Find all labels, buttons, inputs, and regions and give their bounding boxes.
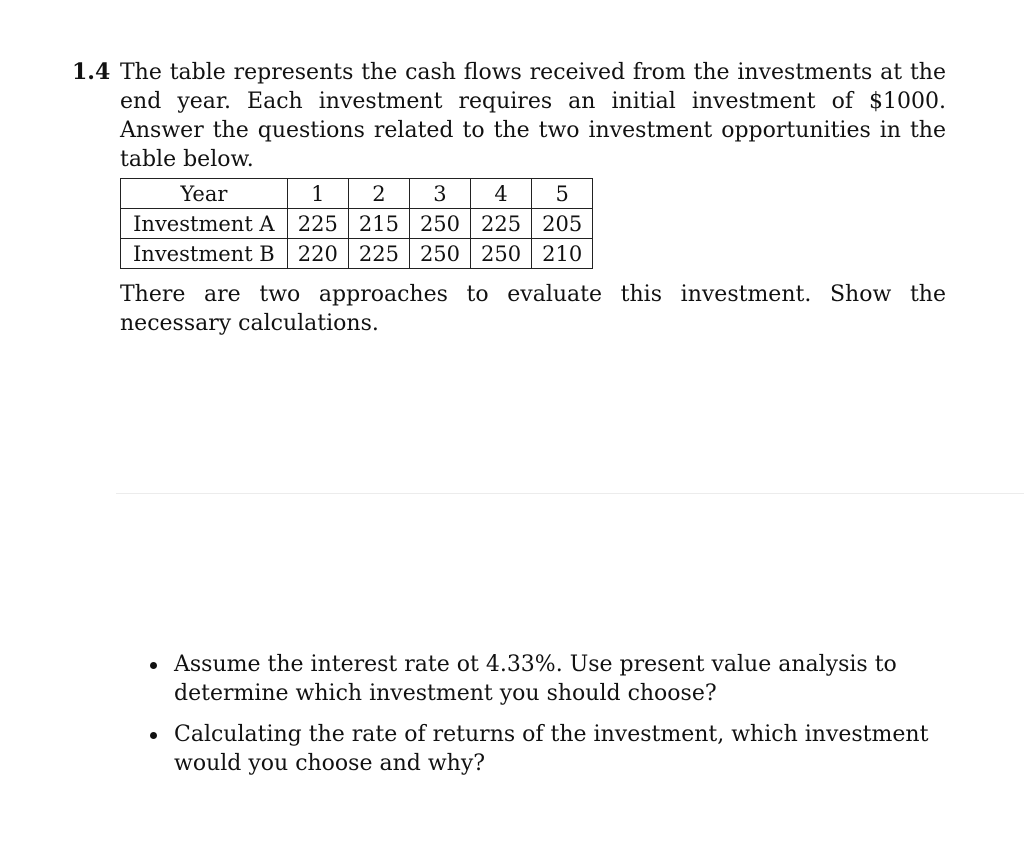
table-cell: 210 [532,239,593,269]
bullet-icon [150,732,157,739]
question-text: Calculating the rate of returns of the investment, which investment would you choose and why? [174,722,929,776]
table-header-row [121,179,593,209]
table-cell: 205 [532,209,593,239]
list-item [148,720,948,778]
list-item [148,650,948,708]
table-header-cell: 1 [287,179,348,209]
table-row [121,239,593,269]
problem-intro-text: The table represents the cash flows received from the investments at the end year. Each investment requires an initial investment of $1000. Answer the questions related to the two investment opportunities in the table below. [120,60,946,172]
followup-text: There are two approaches to evaluate this investment. Show the necessary calculations. [120,282,946,336]
question-text: Assume the interest rate ot 4.33%. Use present value analysis to determine which investment you should choose? [174,652,897,706]
table-cell: 250 [409,239,470,269]
table-row [121,209,593,239]
table-header-cell: 2 [348,179,409,209]
section-divider [116,493,1024,494]
table-cell: 225 [287,209,348,239]
table-header-cell: 4 [471,179,532,209]
table-cell: 220 [287,239,348,269]
question-list [148,650,948,790]
table-header-cell: 5 [532,179,593,209]
bullet-icon [150,662,157,669]
problem-number: 1.4 [72,59,111,85]
row-label: Investment A [121,209,288,239]
row-label: Investment B [121,239,288,269]
table-cell: 250 [471,239,532,269]
table-cell: 225 [348,239,409,269]
table-cell: 215 [348,209,409,239]
table-cell: 225 [471,209,532,239]
table-header-cell: Year [121,179,288,209]
cash-flow-table [120,178,593,269]
table-cell: 250 [409,209,470,239]
table-header-cell: 3 [409,179,470,209]
